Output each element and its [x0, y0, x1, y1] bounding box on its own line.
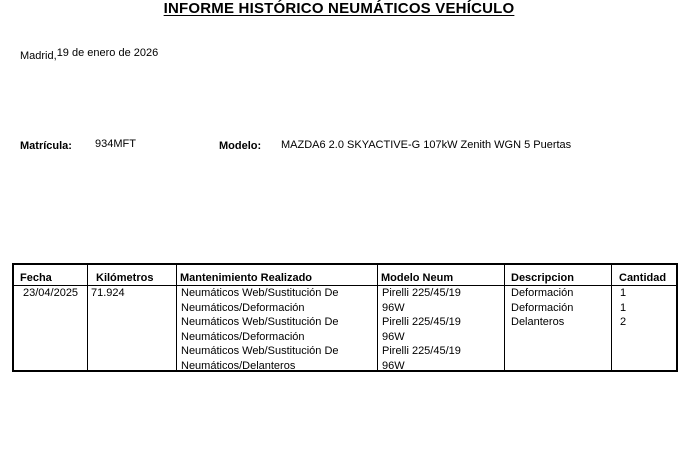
cell-fecha: 23/04/2025 [23, 287, 79, 299]
desc-line: Deformación [511, 301, 574, 314]
report-date: 19 de enero de 2026 [56, 47, 159, 59]
cell-cantidad [620, 286, 626, 330]
mant-line: Neumáticos/Deformación [181, 301, 305, 314]
modelo-line: 96W [382, 359, 405, 372]
col-divider [87, 265, 88, 370]
header-descripcion: Descripcion [511, 272, 574, 284]
model-label: Modelo: [219, 140, 262, 152]
header-mantenimiento: Mantenimiento Realizado [180, 272, 313, 284]
header-kilometros: Kilómetros [96, 272, 154, 284]
cell-mantenimiento [181, 286, 339, 373]
modelo-line: Pirelli 225/45/19 [382, 345, 461, 357]
modelo-line: 96W [382, 301, 405, 314]
mant-line: Neumáticos Web/Sustitución De [181, 287, 339, 299]
col-divider [504, 265, 505, 370]
col-divider [377, 265, 378, 370]
header-cantidad: Cantidad [619, 272, 667, 284]
desc-line: Delanteros [511, 316, 565, 328]
mant-line: Neumáticos Web/Sustitución De [181, 316, 339, 328]
plate-value: 934MFT [95, 138, 136, 150]
report-title: INFORME HISTÓRICO NEUMÁTICOS VEHÍCULO [163, 0, 515, 17]
cant-line: 1 [620, 287, 627, 299]
place-date [20, 47, 159, 62]
header-modelo-neum: Modelo Neum [381, 272, 454, 284]
modelo-line: Pirelli 225/45/19 [382, 316, 461, 328]
place: Madrid, [20, 50, 57, 62]
cell-kilometros: 71.924 [91, 287, 125, 299]
cell-descripcion [511, 286, 573, 330]
modelo-line: 96W [382, 330, 405, 343]
tire-history-table [12, 263, 678, 372]
plate-label: Matrícula: [20, 140, 72, 152]
mant-line: Neumáticos/Delanteros [181, 359, 296, 372]
header-fecha: Fecha [20, 272, 52, 284]
modelo-line: Pirelli 225/45/19 [382, 287, 461, 299]
cell-modelo-neum [382, 286, 461, 373]
mant-line: Neumáticos/Deformación [181, 330, 305, 343]
model-value: MAZDA6 2.0 SKYACTIVE-G 107kW Zenith WGN 5 Puertas [281, 139, 572, 151]
cant-line: 2 [620, 316, 627, 328]
col-divider [611, 265, 612, 370]
col-divider [176, 265, 177, 370]
desc-line: Deformación [511, 287, 574, 299]
cant-line: 1 [620, 301, 627, 314]
mant-line: Neumáticos Web/Sustitución De [181, 345, 339, 357]
